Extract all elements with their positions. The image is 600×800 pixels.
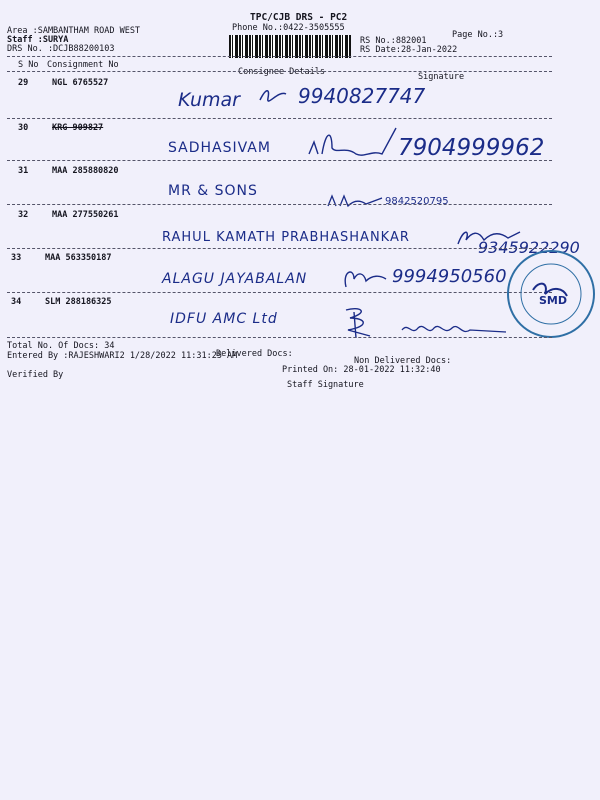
row-sno: 34 [11,297,22,307]
row-sno: 29 [18,78,29,88]
signature-mark [258,86,288,106]
divider [7,337,552,338]
divider [7,248,552,249]
stamp-text: SMD [539,294,567,307]
entered-by: Entered By :RAJESHWARI2 1/28/2022 11:31:25 AM [7,351,238,361]
divider [7,204,552,205]
row-consignment: MAA 285880820 [52,166,119,176]
divider [7,71,552,72]
phone-number: Phone No.:0422-3505555 [232,23,345,33]
rs-number: RS No.:882001 [360,36,427,46]
company-stamp [505,248,597,340]
handwritten-name: SADHASIVAM [168,140,271,156]
total-docs: Total No. Of Docs: 34 [7,341,115,351]
divider [7,292,552,293]
handwritten-phone: 9345922290 [478,238,580,257]
divider [7,118,552,119]
col-signature: Signature [418,72,465,82]
delivered-docs: Delivered Docs: [216,349,293,359]
row-consignment: MAA 277550261 [52,210,119,220]
handwritten-phone: 9842520795 [385,196,449,207]
staff-signature: Staff Signature [287,380,364,390]
page-number: Page No.:3 [452,30,504,40]
handwritten-phone: 9940827747 [298,84,426,108]
row-sno: 30 [18,123,29,133]
row-consignment: NGL 6765527 [52,78,109,88]
row-consignment: KRG 909827 [52,123,104,133]
signature-mark [306,124,401,164]
col-sno: S No [18,60,39,70]
row-consignment: MAA 563350187 [45,253,112,263]
rs-date: RS Date:28-Jan-2022 [360,45,458,55]
handwritten-name: Kumar [178,89,240,111]
document-title: TPC/CJB DRS - PC2 [250,12,348,23]
handwritten-phone: 7904999962 [398,135,545,161]
verified-by: Verified By [7,370,64,380]
staff: Staff :SURYA [7,35,69,45]
handwritten-phone: 9994950560 [392,266,507,287]
signature-mark [340,304,380,340]
printed-on: Printed On: 28-01-2022 11:32:40 [282,365,441,375]
handwritten-name: MR & SONS [168,183,258,199]
handwritten-name: RAHUL KAMATH PRABHASHANKAR [162,230,410,245]
area: Area :SAMBANTHAM ROAD WEST [7,26,141,36]
row-sno: 31 [18,166,29,176]
row-sno: 33 [11,253,22,263]
row-sno: 32 [18,210,29,220]
handwritten-name: IDFU AMC Ltd [170,311,278,327]
drs-number: DRS No. :DCJB88200103 [7,44,115,54]
non-delivered-docs: Non Delivered Docs: [354,356,452,366]
divider [7,160,552,161]
signature-mark [326,192,386,210]
divider [7,56,552,57]
barcode [229,35,351,58]
signature-mark [340,265,390,293]
col-consignment: Consignment No [47,60,119,70]
row-consignment: SLM 288186325 [45,297,112,307]
handwritten-name: ALAGU JAYABALAN [162,271,308,287]
col-consignee: Consignee Details [238,67,325,77]
